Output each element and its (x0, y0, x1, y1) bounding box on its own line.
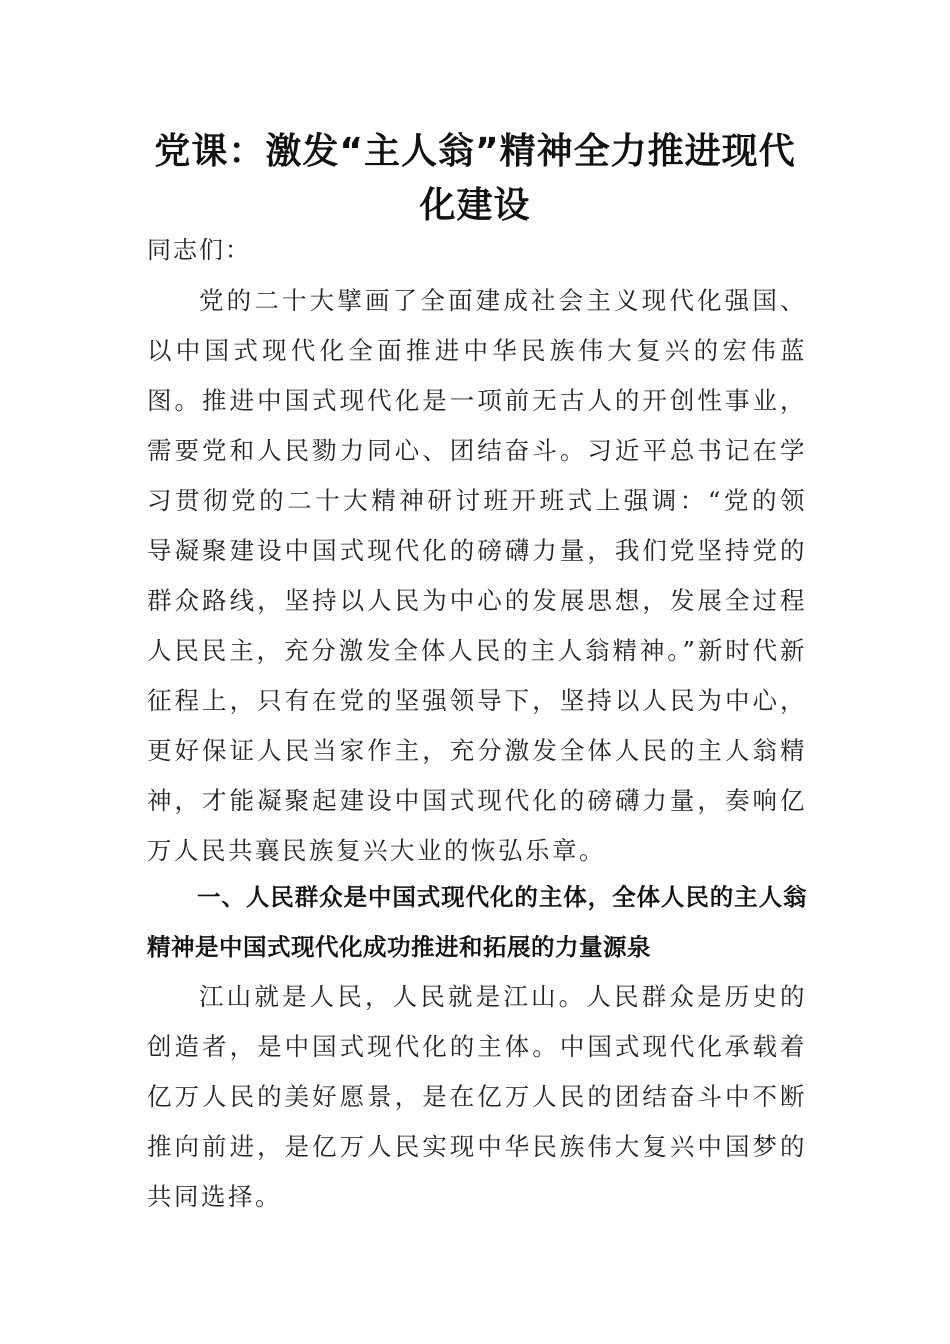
paragraph-section-1: 江山就是人民，人民就是江山。人民群众是历史的创造者，是中国式现代化的主体。中国式现代化承载着亿万人民的美好愿景，是在亿万人民的团结奋斗中不断推向前进，是亿万人民实现中华民族伟大复兴中国梦的共同选择。 (147, 982, 807, 1211)
document-title: 党课：激发“主人翁”精神全力推进现代化建设 (154, 131, 796, 226)
paragraph-intro: 党的二十大擘画了全面建成社会主义现代化强国、以中国式现代化全面推进中华民族伟大复兴的宏伟蓝图。推进中国式现代化是一项前无古人的开创性事业，需要党和人民勠力同心、团结奋斗。习近平总书记在学习贯彻党的二十大精神研讨班开班式上强调：“党的领导凝聚建设中国式现代化的磅礴力量，我们党坚持党的群众路线，坚持以人民为中心的发展思想，发展全过程人民民主，充分激发全体人民的主人翁精神。”新时代新征程上，只有在党的坚强领导下，坚持以人民为中心，更好保证人民当家作主，充分激发全体人民的主人翁精神，才能凝聚起建设中国式现代化的磅礴力量，奏响亿万人民共襄民族复兴大业的恢弘乐章。 (147, 286, 807, 865)
section-heading-1: 一、人民群众是中国式现代化的主体，全体人民的主人翁精神是中国式现代化成功推进和拓展的力量源泉 (147, 883, 807, 961)
salutation: 同志们： (147, 236, 251, 264)
